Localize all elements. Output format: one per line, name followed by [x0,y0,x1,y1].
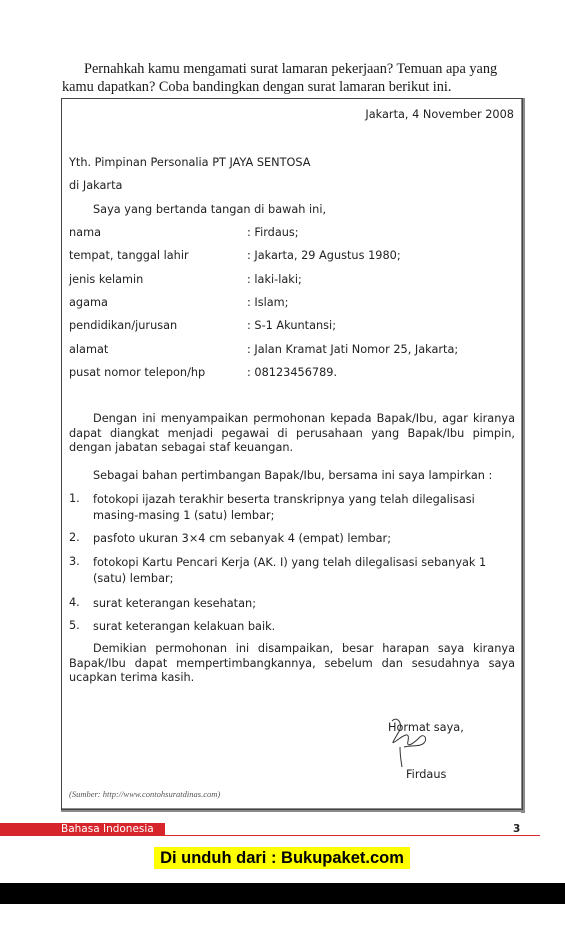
handwritten-signature [384,711,444,769]
field-value: : Firdaus; [247,226,299,239]
application-letter [61,98,523,810]
field-label: agama [69,296,108,309]
attachment-number: 3. [69,555,80,568]
field-value: : Jakarta, 29 Agustus 1980; [247,249,401,262]
field-label: tempat, tanggal lahir [69,249,189,262]
letter-date: Jakarta, 4 November 2008 [365,108,514,121]
letter-body-closing: Demikian permohonan ini disampaikan, besar harapan saya kiranya Bapak/Ibu dapat mempertimbangkannya, sebelum dan sesudahnya saya ucapkan terima kasih. [69,642,515,684]
download-banner: Di unduh dari : Bukupaket.com [154,847,410,869]
footer-red-line [165,835,540,836]
attachment-text: fotokopi Kartu Pencari Kerja (AK. I) yang telah dilegalisasi sebanyak 1 (satu) lembar; [93,556,487,585]
letter-opening: Saya yang bertanda tangan di bawah ini, [93,203,327,216]
letter-source: (Sumber: http://www.contohsuratdinas.com) [69,789,221,799]
page-number: 3 [513,823,521,835]
field-value: : Jalan Kramat Jati Nomor 25, Jakarta; [247,343,459,356]
bottom-black-band [0,883,565,904]
field-value: : 08123456789. [247,366,338,379]
letter-body-request: Dengan ini menyampaikan permohonan kepada Bapak/Ibu, agar kiranya dapat diangkat menjadi pegawai di perusahaan yang Bapak/Ibu pimpin, dengan jabatan sebagai staf keuangan. [69,412,515,454]
attachment-text: surat keterangan kelakuan baik. [93,620,276,633]
intro-text: Pernahkah kamu mengamati surat lamaran pekerjaan? Temuan apa yang kamu dapatkan? Coba bandingkan dengan surat lamaran berikut ini. [62,61,498,95]
field-value: : S-1 Akuntansi; [247,319,337,332]
attachment-text: fotokopi ijazah terakhir beserta transkripnya yang telah dilegalisasi masing-masing 1 (satu) lembar; [93,493,475,522]
field-label: alamat [69,343,109,356]
intro-paragraph [62,60,526,96]
letter-recipient-place: di Jakarta [69,179,123,192]
letter-signer-name: Firdaus [406,768,447,781]
field-label: jenis kelamin [69,273,144,286]
attachment-number: 4. [69,596,80,609]
field-value: : laki-laki; [247,273,302,286]
letter-body-attachments-intro: Sebagai bahan pertimbangan Bapak/Ibu, bersama ini saya lampirkan : [93,469,493,482]
field-value: : Islam; [247,296,289,309]
attachment-text: pasfoto ukuran 3×4 cm sebanyak 4 (empat) lembar; [93,532,391,545]
letter-closing: Hormat saya, [388,721,464,734]
letter-recipient: Yth. Pimpinan Personalia PT JAYA SENTOSA [69,156,311,169]
field-label: nama [69,226,102,239]
attachment-number: 1. [69,492,80,505]
footer-book-title: Bahasa Indonesia [61,823,154,835]
field-label: pendidikan/jurusan [69,319,178,332]
attachment-text: surat keterangan kesehatan; [93,597,256,610]
field-label: pusat nomor telepon/hp [69,366,206,379]
attachment-number: 2. [69,531,80,544]
attachment-number: 5. [69,619,80,632]
